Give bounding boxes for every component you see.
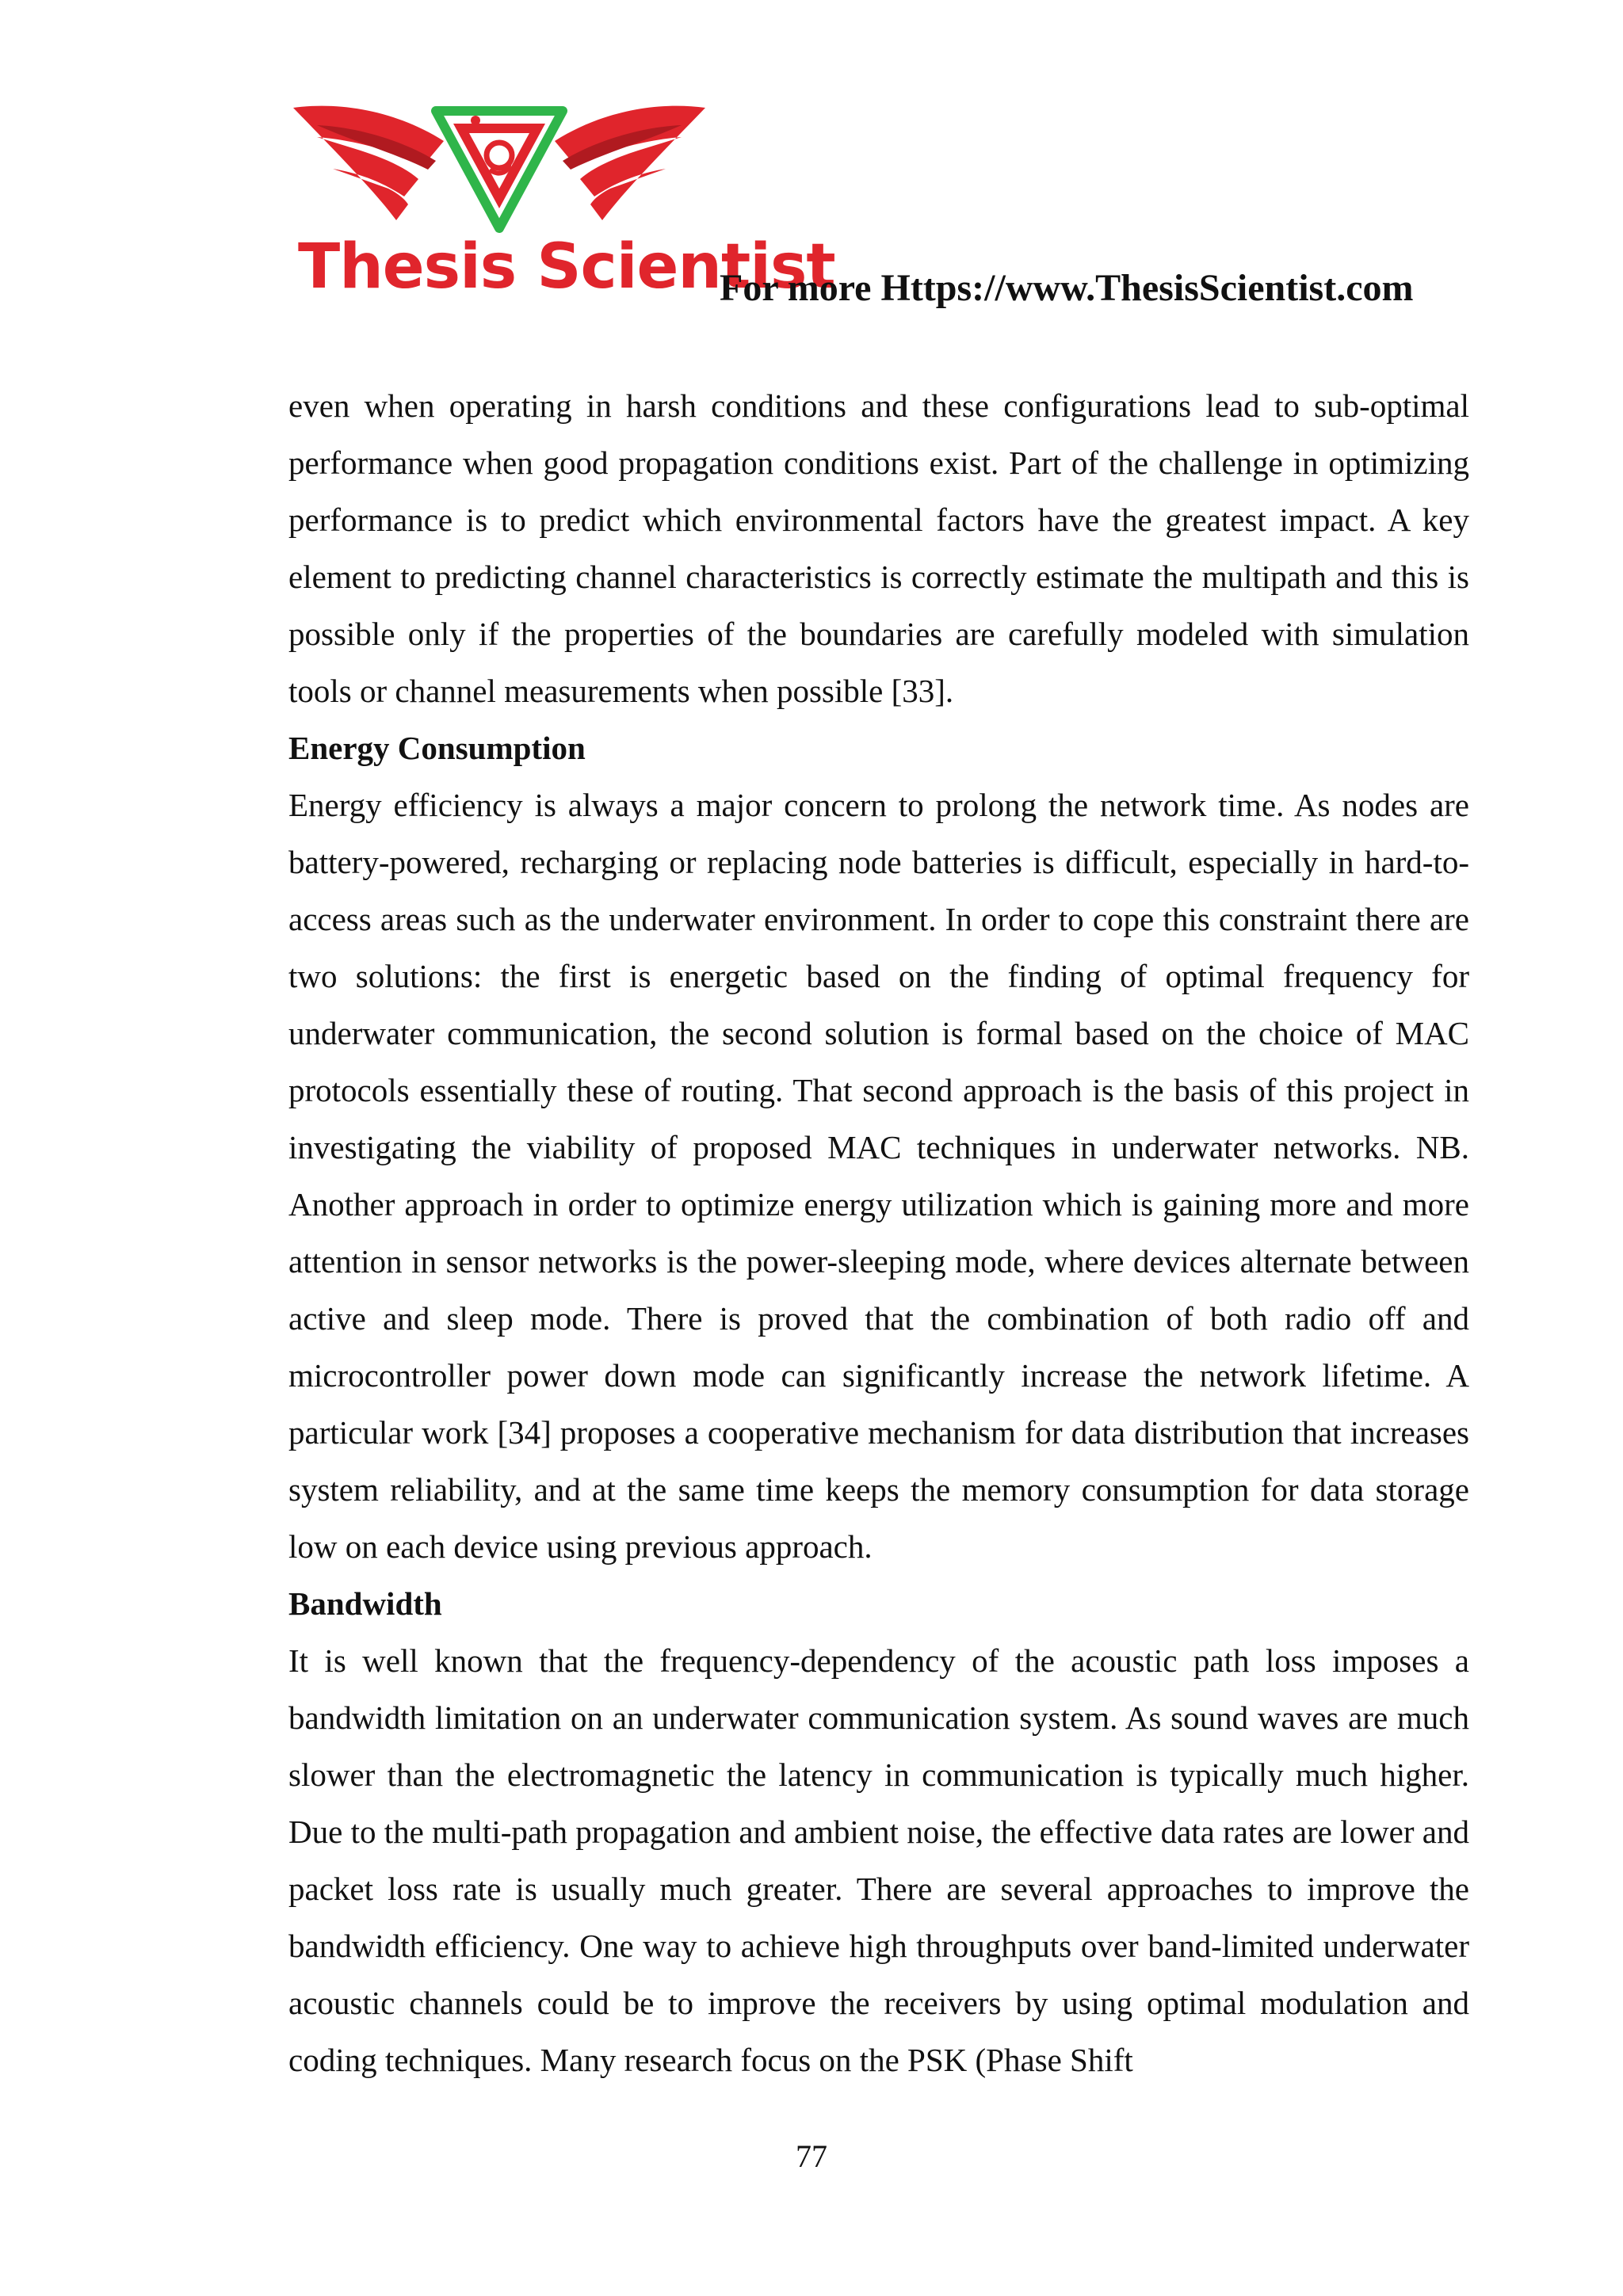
page-body <box>288 377 1469 2088</box>
website-link[interactable]: For more Https://www.ThesisScientist.com <box>720 267 1414 309</box>
thesis-scientist-logo <box>285 93 835 315</box>
paragraph-bandwidth: It is well known that the frequency-dependency of the acoustic path loss imposes a bandwidth limitation on an underwater communication system. As sound waves are much slower than the electromagnetic the latency in communication is typically much higher. Due to the multi-path propagation and ambient noise, the effective data rates are lower and packet loss rate is usually much greater. There are several approaches to improve the bandwidth efficiency. One way to achieve high throughputs over band-limited underwater acoustic channels could be to improve the receivers by using optimal modulation and coding techniques. Many research focus on the PSK (Phase Shift <box>288 1642 1469 2078</box>
section-heading-energy-consumption: Energy Consumption <box>288 730 586 766</box>
paragraph-intro: even when operating in harsh conditions and these configurations lead to sub-optimal performance when good propagation conditions exist. Part of the challenge in optimizing performance is to predict which environmental factors have the greatest impact. A key element to predicting channel characteristics is correctly estimate the multipath and this is possible only if the properties of the boundaries are carefully modeled with simulation tools or channel measurements when possible [33]. <box>288 387 1469 709</box>
logo-wordmark: Thesis Scientist <box>298 231 835 303</box>
page-header <box>285 93 1474 331</box>
page-number: 77 <box>796 2138 827 2174</box>
paragraph-energy-consumption: Energy efficiency is always a major concern to prolong the network time. As nodes are battery-powered, recharging or replacing node batteries is difficult, especially in hard-to-access areas such as the underwater environment. In order to cope this constraint there are two solutions: the first is energetic based on the finding of optimal frequency for underwater communication, the second solution is formal based on the choice of MAC protocols essentially these of routing. That second approach is the basis of this project in investigating the viability of proposed MAC techniques in underwater networks. NB. Another approach in order to optimize energy utilization which is gaining more and more attention in sensor networks is the power-sleeping mode, where devices alternate between active and sleep mode. There is proved that the combination of both radio off and microcontroller power down mode can significantly increase the network lifetime. A particular work [34] proposes a cooperative mechanism for data distribution that increases system reliability, and at the same time keeps the memory consumption for data storage low on each device using previous approach. <box>288 787 1469 1565</box>
winged-triangle-logo-icon <box>285 93 713 252</box>
section-heading-bandwidth: Bandwidth <box>288 1585 442 1622</box>
